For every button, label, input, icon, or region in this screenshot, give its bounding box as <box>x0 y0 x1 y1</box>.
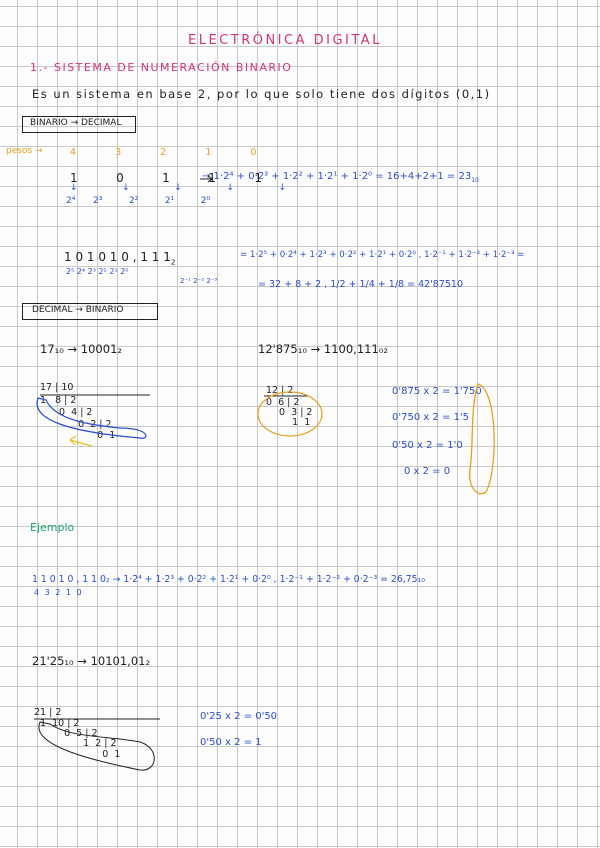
division-row: 12 | 2 <box>266 385 294 396</box>
remainders-circle-21 <box>39 722 154 770</box>
division-row: 0 3 | 2 <box>270 407 313 418</box>
ex2-sub: 2 <box>170 257 176 267</box>
dec-ex1: 17₁₀ → 10001₂ <box>40 342 122 356</box>
dec-ex2: 12'875₁₀ → 1100,111₀₂ <box>258 342 389 356</box>
ex2-number-text: 1 0 1 0 1 0 , 1 1 1 <box>64 250 171 264</box>
division-row: 0 4 | 2 <box>50 407 93 418</box>
decimal-binario-label: DECIMAL → BINARIO <box>32 305 124 315</box>
remainders-circle <box>37 395 146 438</box>
ejemplo-weights: 4 3 2 1 0 <box>34 588 82 597</box>
intro-text: Es un sistema en base 2, por lo que solo tiene dos dígitos (0,1) <box>32 87 491 101</box>
ex2-frac-powers: 2⁻¹ 2⁻² 2⁻³ <box>180 277 218 285</box>
division-row: 1 8 | 2 <box>40 395 77 406</box>
division-row: 21 | 2 <box>34 707 62 718</box>
ex1-bits: 1 0 1 1 1 <box>70 171 262 185</box>
ex2-expansion: = 1·2⁵ + 0·2⁴ + 1·2³ + 0·2² + 1·2¹ + 0·2⁰ , 1·2⁻¹ + 1·2⁻² + 1·2⁻³ = <box>240 250 525 260</box>
ex2-result: = 32 + 8 + 2 , 1/2 + 1/4 + 1/8 = 42'87510 <box>258 279 464 290</box>
ejemplo-line1: 1 1 0 1 0 , 1 1 0₂ → 1·2⁴ + 1·2³ + 0·2² + 1·2¹ + 0·2⁰ , 1·2⁻¹ + 1·2⁻² + 0·2⁻³ = 26,75₁₀ <box>32 574 425 585</box>
division-row: 0 5 | 2 <box>52 728 98 739</box>
division-row: 1 1 <box>274 417 311 428</box>
division-row: 0 1 <box>70 430 116 441</box>
arrow-icon <box>200 176 212 182</box>
page-title: ELECTRÓNICA DIGITAL <box>188 33 382 48</box>
frac-step: 0'875 x 2 = 1'750 <box>392 386 482 397</box>
ex1-expansion-text: → 1·2⁴ + 0·2³ + 1·2² + 1·2¹ + 1·2⁰ = 16+4+2+1 = 23 <box>202 171 472 182</box>
ejemplo-frac-step: 0'50 x 2 = 1 <box>200 737 262 748</box>
division-row: 1 2 | 2 <box>62 738 117 749</box>
binario-decimal-label: BINARIO → DECIMAL <box>30 118 122 128</box>
division-row: 0 1 <box>72 749 121 760</box>
section-heading: 1.- SISTEMA DE NUMERACIÓN BINARIO <box>30 61 293 74</box>
ejemplo-label: Ejemplo <box>30 521 75 534</box>
division-row: 0 6 | 2 <box>266 397 300 408</box>
ex1-powers: 2⁴ 2³ 2² 2¹ 2⁰ <box>66 196 211 206</box>
pesos-label: pesos → <box>6 146 43 156</box>
ex1-arrows: ↓ ↓ ↓ ↓ ↓ <box>70 183 287 193</box>
division-row: 1 10 | 2 <box>40 718 80 729</box>
division-row: 17 | 10 <box>40 382 74 393</box>
integer-parts-loop <box>470 384 494 494</box>
division-row: 0 2 | 2 <box>60 419 112 430</box>
pesos-values: 4 3 2 1 0 <box>70 147 257 158</box>
ejemplo-line2: 21'25₁₀ → 10101,01₂ <box>32 654 151 668</box>
ex1-result-sub: 10 <box>471 177 479 184</box>
frac-step: 0'50 x 2 = 1'0 <box>392 440 463 451</box>
ex2-powers: 2⁵ 2⁴ 2³ 2² 2¹ 2⁰ <box>66 267 129 276</box>
read-direction-arrow <box>70 436 92 446</box>
frac-step: 0'750 x 2 = 1'5 <box>392 412 470 423</box>
frac-step: 0 x 2 = 0 <box>404 466 451 477</box>
remainders-circle-12 <box>258 392 322 436</box>
ejemplo-frac-step: 0'25 x 2 = 0'50 <box>200 711 278 722</box>
